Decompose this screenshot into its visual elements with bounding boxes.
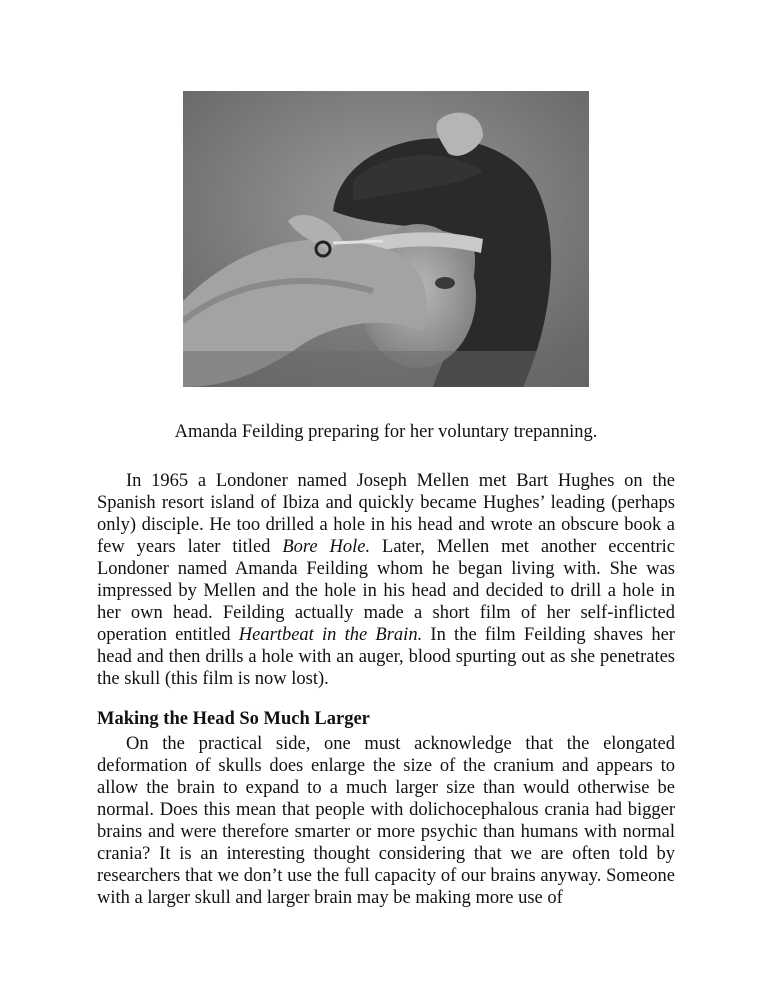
paragraph-text: In 1965 a Londoner named Joseph Mellen met Bart Hughes on the Spanish resort island of Ibiza and quickly became Hughes’ leading (perhaps only) disciple. He too drilled a hole in his head and wrote an obscure book a few years later titled	[97, 471, 675, 557]
film-title: Heartbeat in the Brain.	[238, 625, 423, 645]
figure-caption: Amanda Feilding preparing for her voluntary trepanning.	[174, 422, 598, 442]
trepanning-photo	[183, 91, 589, 387]
paragraph-text: In the film Feilding shaves her head and then drills a hole with an auger, blood spurting out as she penetrates the skull (this film is now lost).	[97, 625, 675, 689]
paragraph-mellen-feilding	[97, 470, 675, 690]
photo-illustration	[183, 91, 589, 387]
paragraph-text: Later, Mellen met another eccentric Londoner named Amanda Feilding whom he began living with. She was impressed by Mellen and the hole in his head and decided to drill a hole in her own head. Feilding actually made a short film of her self-inflicted operation entitled	[97, 537, 675, 645]
paragraph-skull-size: On the practical side, one must acknowledge that the elongated deformation of skulls does enlarge the size of the cranium and appears to allow the brain to expand to a much larger size than would otherwise be normal. Does this mean that people with dolichocephalous crania had bigger brains and were therefore smarter or more psychic than humans with normal crania? It is an interesting thought considering that we are often told by researchers that we don’t use the full capacity of our brains anyway. Someone with a larger skull and larger brain may be making more use of	[97, 734, 675, 908]
section-heading: Making the Head So Much Larger	[97, 709, 370, 729]
book-title: Bore Hole.	[282, 537, 371, 557]
